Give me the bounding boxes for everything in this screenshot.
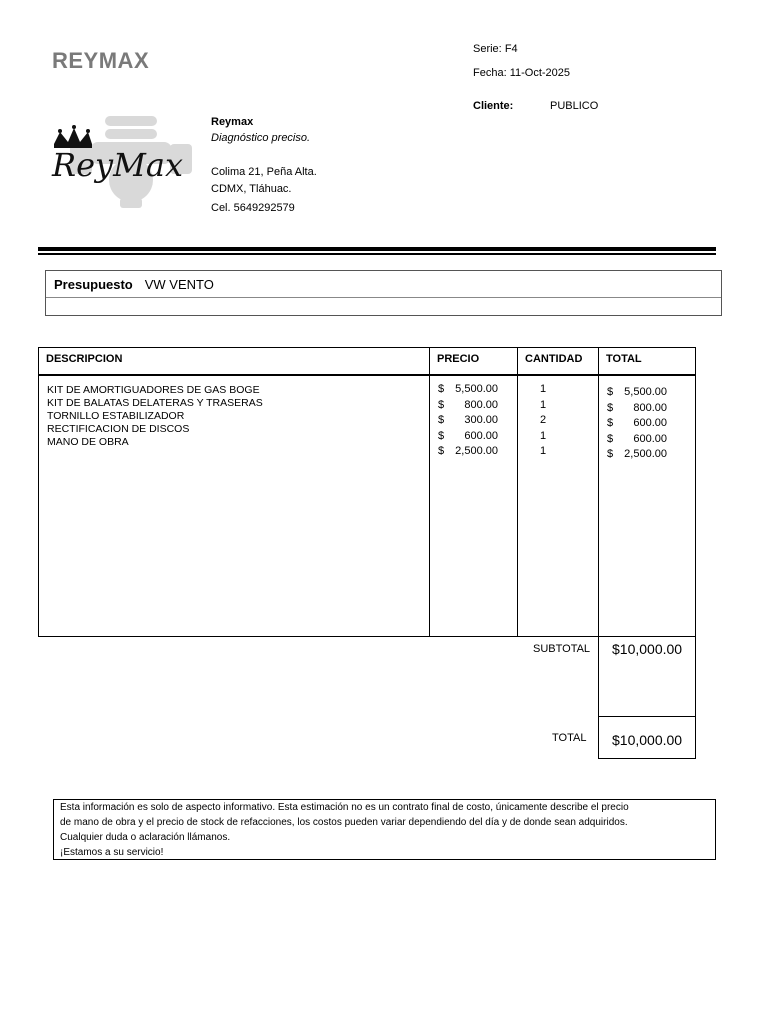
- currency-symbol: $: [607, 401, 614, 414]
- table-row-total: [607, 416, 667, 432]
- currency-symbol: $: [607, 448, 614, 460]
- total-value: 600.00: [633, 417, 667, 429]
- table-row-total: [607, 432, 667, 448]
- subtotal-label: SUBTOTAL: [533, 643, 591, 655]
- note-line-4: ¡Estamos a su servicio!: [60, 847, 164, 858]
- table-row-quantity: 1: [540, 398, 547, 411]
- company-address-2: CDMX, Tláhuac.: [211, 183, 292, 195]
- total-value: 2,500.00: [624, 448, 667, 460]
- cantidad-column: [518, 348, 599, 636]
- price-value: 300.00: [464, 414, 498, 426]
- note-line-2: de mano de obra y el precio de stock de refacciones, los costos pueden variar dependiendo del día y de donde sean adquiridos.: [60, 817, 628, 828]
- fecha-label: Fecha:: [473, 67, 507, 79]
- table-row-description: TORNILLO ESTABILIZADOR: [47, 410, 185, 422]
- divider-thin: [38, 253, 716, 255]
- currency-symbol: $: [607, 432, 614, 445]
- brand-title: REYMAX: [52, 48, 150, 73]
- divider-thick: [38, 247, 716, 251]
- table-row-quantity: 2: [540, 414, 547, 426]
- company-slogan: Diagnóstico preciso.: [211, 132, 311, 144]
- fecha-value: 11-Oct-2025: [509, 67, 571, 79]
- total-value: 5,500.00: [624, 386, 667, 398]
- presupuesto-box: [45, 270, 722, 316]
- price-value: 5,500.00: [455, 383, 498, 395]
- table-row-total: [607, 385, 667, 401]
- crown-engine-logo-icon: [50, 110, 210, 210]
- table-row-quantity: 1: [540, 383, 547, 395]
- currency-symbol: $: [438, 429, 445, 442]
- total-value: 800.00: [633, 401, 667, 414]
- table-row-description: MANO DE OBRA: [47, 436, 129, 448]
- serie-value: F4: [504, 43, 518, 55]
- grand-total-value: $10,000.00: [612, 732, 683, 748]
- currency-symbol: $: [438, 398, 445, 411]
- descripcion-list: [39, 376, 429, 449]
- presupuesto-vehicle: VW VENTO: [144, 276, 214, 292]
- company-address-1: Colima 21, Peña Alta.: [211, 166, 317, 178]
- subtotal-value: $10,000.00: [612, 641, 683, 657]
- table-row-total: [607, 401, 667, 417]
- currency-symbol: $: [438, 414, 445, 426]
- total-column: [599, 348, 695, 636]
- table-row-price: [438, 429, 498, 445]
- total-header: TOTAL: [599, 348, 695, 376]
- note-line-3: Cualquier duda o aclaración llámanos.: [60, 832, 231, 843]
- precio-header: PRECIO: [430, 348, 517, 376]
- table-row-quantity: 1: [540, 429, 547, 442]
- precio-list: [430, 376, 517, 460]
- cliente-value: PUBLICO: [550, 100, 599, 112]
- table-row-description: RECTIFICACION DE DISCOS: [47, 423, 190, 435]
- table-row-total: [607, 447, 667, 463]
- table-row-price: [438, 382, 498, 398]
- currency-symbol: $: [607, 417, 614, 429]
- company-phone: Cel. 5649292579: [211, 202, 295, 214]
- descripcion-header: DESCRIPCION: [39, 348, 429, 376]
- cantidad-header: CANTIDAD: [518, 348, 598, 376]
- table-row-description: KIT DE AMORTIGUADORES DE GAS BOGE: [47, 384, 260, 396]
- currency-symbol: $: [438, 445, 445, 457]
- serie-label: Serie:: [473, 43, 502, 55]
- table-row-description: KIT DE BALATAS DELATERAS Y TRASERAS: [47, 397, 263, 409]
- serie-line: [473, 43, 518, 55]
- logo-text: ReyMax: [52, 146, 183, 184]
- price-value: 2,500.00: [455, 445, 498, 457]
- company-name: Reymax: [211, 116, 254, 128]
- cantidad-list: [518, 376, 598, 460]
- total-list: [599, 376, 695, 463]
- table-row-price: [438, 398, 498, 414]
- items-table: [38, 347, 696, 637]
- table-row-quantity: 1: [540, 445, 547, 457]
- price-value: 800.00: [464, 398, 498, 411]
- precio-column: [430, 348, 518, 636]
- currency-symbol: $: [438, 383, 445, 395]
- table-row-price: [438, 413, 498, 429]
- subtotal-box: [598, 636, 696, 717]
- total-box: [598, 716, 696, 759]
- presupuesto-label: Presupuesto: [54, 276, 133, 292]
- cliente-label: Cliente:: [473, 100, 514, 112]
- fecha-line: [473, 67, 570, 79]
- currency-symbol: $: [607, 386, 614, 398]
- price-value: 600.00: [464, 429, 498, 442]
- disclaimer-note: [53, 799, 716, 860]
- total-value: 600.00: [633, 432, 667, 445]
- total-label: TOTAL: [552, 732, 587, 744]
- table-row-price: [438, 444, 498, 460]
- note-line-1: Esta información es solo de aspecto informativo. Esta estimación no es un contrato final de costo, únicamente describe el precio: [60, 802, 629, 813]
- presupuesto-row: [46, 271, 721, 298]
- descripcion-column: [39, 348, 430, 636]
